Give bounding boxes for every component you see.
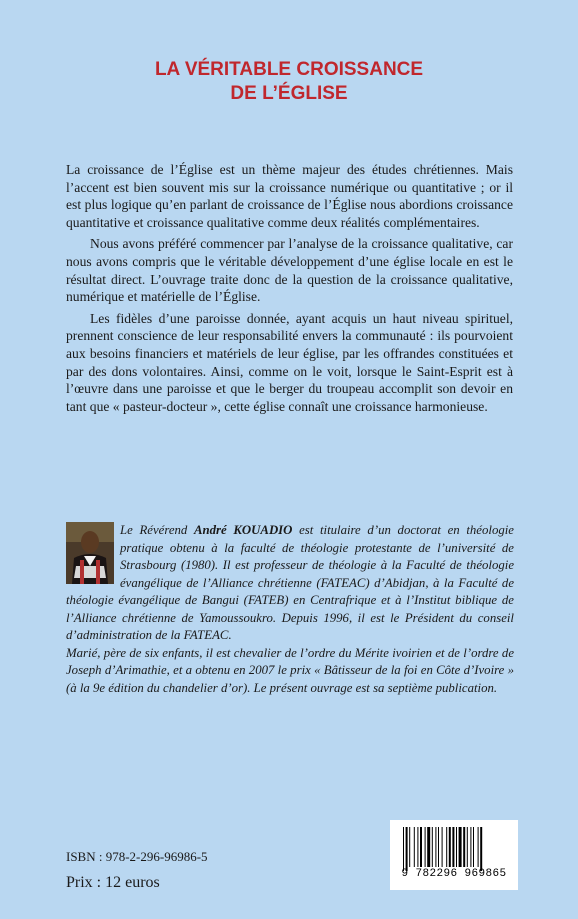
author-name: André KOUADIO bbox=[194, 523, 293, 537]
author-bio bbox=[66, 522, 514, 697]
blurb-paragraph-2: Nous avons préféré commencer par l’analyse de la croissance qualitative, car nous avons compris que le véritable développement d’une église locale en est le résultat direct. L’ouvrage traite donc de la question de la croissance qualitative, numérique et matérielle de l’Église. bbox=[66, 236, 513, 305]
price: Prix : 12 euros bbox=[66, 874, 160, 891]
bio-paragraph-2: Marié, père de six enfants, il est chevalier de l’ordre du Mérite ivoirien et de l’ordre de Joseph d’Arimathie, et a obtenu en 2007 le prix « Bâtisseur de la foi en Côte d’Ivoire » (à la 9e édition du chandelier d’or). Le présent ouvrage est sa septième publication. bbox=[66, 645, 514, 695]
book-title bbox=[0, 58, 578, 106]
blurb-paragraph-1: La croissance de l’Église est un thème majeur des études chrétiennes. Mais l’accent est bien souvent mis sur la croissance numérique ou quantitative ; or il est plus logique qu’en parlant de croissance de l’Église nous abordions croissance quantitative et croissance qualitative comme deux réalités complémentaires. bbox=[66, 162, 513, 230]
title-line-1: LA VÉRITABLE CROISSANCE bbox=[154, 59, 424, 80]
barcode-digits: 9 782296 969865 bbox=[401, 868, 507, 880]
blurb bbox=[66, 161, 513, 415]
barcode bbox=[390, 820, 518, 890]
blurb-paragraph-3: Les fidèles d’une paroisse donnée, ayant acquis un haut niveau spirituel, prennent conscience de leur responsabilité envers la communauté : ils pourvoient aux besoins financiers et matériels de leur église, par les offrandes constituées et par des dons volontaires. Ainsi, comme on le voit, lorsque le Saint-Esprit est à l’œuvre dans une paroisse et que le berger du troupeau accomplit son devoir en tant que « pasteur-docteur », cette église connaît une croissance harmonieuse. bbox=[66, 310, 513, 414]
barcode-bars bbox=[401, 827, 507, 871]
bio-paragraph-1: Le Révérend André KOUADIO est titulaire d’un doctorat en théologie pratique obtenu à la faculté de théologie protestante de l’université de Strasbourg (1980). Il est professeur de théologie à la Faculté de théologie évangélique de l’Alliance chrétienne (FATEAC) d’Abidjan, à la Faculté de théologie évangélique de Bangui (FATEB) en Centrafrique et à l’Institut biblique de l’Alliance chrétienne de Yamoussoukro. Depuis 1996, il est le Président du conseil d’administration de la FATEAC. bbox=[66, 523, 514, 642]
author-portrait bbox=[66, 522, 114, 584]
title-line-2: DE L’ÉGLISE bbox=[230, 83, 348, 104]
isbn: ISBN : 978-2-296-96986-5 bbox=[66, 849, 208, 864]
